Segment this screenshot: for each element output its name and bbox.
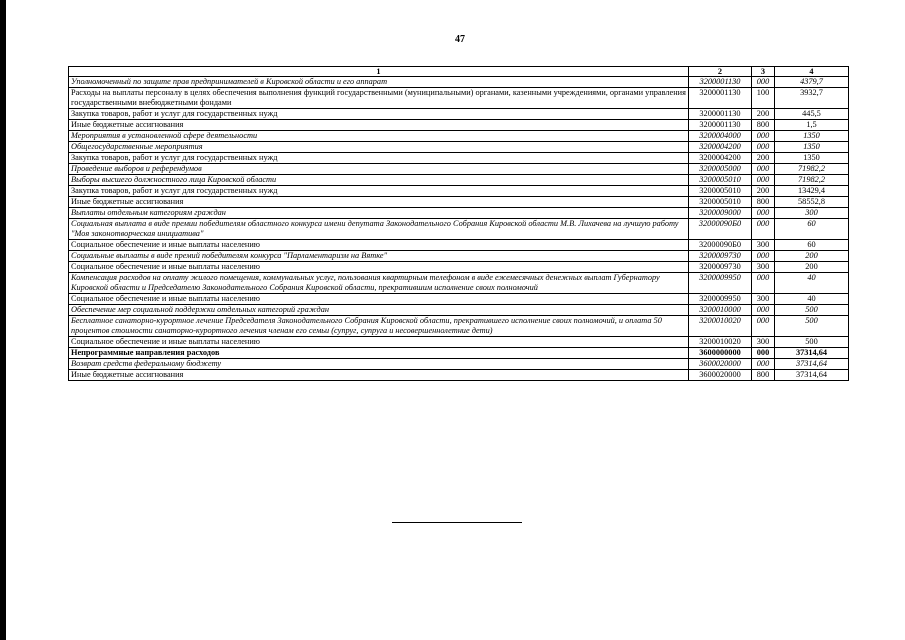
table-row bbox=[69, 251, 849, 262]
row-sum-cell: 200 bbox=[775, 251, 849, 262]
row-code-cell: 3200010020 bbox=[689, 337, 752, 348]
table-row bbox=[69, 273, 849, 294]
column-header-sum: 4 bbox=[775, 67, 849, 77]
row-name-cell: Закупка товаров, работ и услуг для государственных нужд bbox=[69, 153, 689, 164]
footer-rule bbox=[392, 522, 522, 523]
row-name-cell: Бесплатное санаторно-курортное лечение Председателя Законодательного Собрания Кировской области, прекратившего исполнение своих полномочий, и оплата 50 процентов стоимости санаторно-курортного лечения членам его семьи (супруг, супруга и несовершеннолетние дети) bbox=[69, 316, 689, 337]
row-name-cell: Мероприятия в установленной сфере деятельности bbox=[69, 131, 689, 142]
scan-edge-bar bbox=[0, 0, 6, 640]
row-type-cell: 000 bbox=[752, 77, 775, 88]
row-code-cell: 3200004200 bbox=[689, 142, 752, 153]
table-row bbox=[69, 219, 849, 240]
row-type-cell: 800 bbox=[752, 370, 775, 381]
row-code-cell: 3200010020 bbox=[689, 316, 752, 337]
row-type-cell: 300 bbox=[752, 262, 775, 273]
row-name-cell: Закупка товаров, работ и услуг для государственных нужд bbox=[69, 109, 689, 120]
row-code-cell: 3200005010 bbox=[689, 197, 752, 208]
row-type-cell: 300 bbox=[752, 294, 775, 305]
row-name-cell: Выплаты отдельным категориям граждан bbox=[69, 208, 689, 219]
row-code-cell: 32000090Б0 bbox=[689, 240, 752, 251]
row-type-cell: 000 bbox=[752, 348, 775, 359]
table-row bbox=[69, 359, 849, 370]
table-row bbox=[69, 197, 849, 208]
row-type-cell: 300 bbox=[752, 240, 775, 251]
page-number: 47 bbox=[455, 34, 465, 45]
row-name-cell: Выборы высшего должностного лица Кировской области bbox=[69, 175, 689, 186]
row-code-cell: 3200009000 bbox=[689, 208, 752, 219]
table-row bbox=[69, 337, 849, 348]
row-code-cell: 3600020000 bbox=[689, 359, 752, 370]
row-sum-cell: 58552,8 bbox=[775, 197, 849, 208]
row-name-cell: Иные бюджетные ассигнования bbox=[69, 370, 689, 381]
table-row bbox=[69, 175, 849, 186]
table-row bbox=[69, 262, 849, 273]
row-type-cell: 000 bbox=[752, 219, 775, 240]
row-sum-cell: 71982,2 bbox=[775, 175, 849, 186]
row-type-cell: 000 bbox=[752, 359, 775, 370]
row-code-cell: 3200005000 bbox=[689, 164, 752, 175]
row-sum-cell: 445,5 bbox=[775, 109, 849, 120]
row-code-cell: 3200009950 bbox=[689, 273, 752, 294]
row-type-cell: 000 bbox=[752, 251, 775, 262]
table-row bbox=[69, 240, 849, 251]
row-type-cell: 800 bbox=[752, 120, 775, 131]
row-type-cell: 000 bbox=[752, 175, 775, 186]
row-code-cell: 3200005010 bbox=[689, 175, 752, 186]
row-name-cell: Уполномоченный по защите прав предпринимателей в Кировской области и его аппарат bbox=[69, 77, 689, 88]
row-name-cell: Социальное обеспечение и иные выплаты населению bbox=[69, 240, 689, 251]
row-type-cell: 000 bbox=[752, 208, 775, 219]
row-name-cell: Социальное обеспечение и иные выплаты населению bbox=[69, 294, 689, 305]
row-code-cell: 3200004200 bbox=[689, 153, 752, 164]
row-sum-cell: 40 bbox=[775, 273, 849, 294]
row-code-cell: 3200009950 bbox=[689, 294, 752, 305]
row-type-cell: 200 bbox=[752, 153, 775, 164]
row-code-cell: 3200005010 bbox=[689, 186, 752, 197]
row-type-cell: 200 bbox=[752, 186, 775, 197]
row-code-cell: 3200010000 bbox=[689, 305, 752, 316]
row-type-cell: 100 bbox=[752, 88, 775, 109]
row-code-cell: 3200009730 bbox=[689, 262, 752, 273]
row-sum-cell: 1350 bbox=[775, 131, 849, 142]
row-name-cell: Социальная выплата в виде премии победителям областного конкурса имени депутата Законодательного Собрания Кировской области М.В. Лихачева на лучшую работу "Моя законотворческая инициатива" bbox=[69, 219, 689, 240]
row-sum-cell: 300 bbox=[775, 208, 849, 219]
table-row bbox=[69, 153, 849, 164]
row-name-cell: Обеспечение мер социальной поддержки отдельных категорий граждан bbox=[69, 305, 689, 316]
row-sum-cell: 37314,64 bbox=[775, 370, 849, 381]
row-code-cell: 3200001130 bbox=[689, 109, 752, 120]
row-code-cell: 3200009730 bbox=[689, 251, 752, 262]
budget-table bbox=[68, 66, 849, 381]
row-name-cell: Закупка товаров, работ и услуг для государственных нужд bbox=[69, 186, 689, 197]
row-sum-cell: 60 bbox=[775, 240, 849, 251]
table-row bbox=[69, 186, 849, 197]
row-sum-cell: 500 bbox=[775, 337, 849, 348]
column-header-type: 3 bbox=[752, 67, 775, 77]
row-sum-cell: 3932,7 bbox=[775, 88, 849, 109]
row-sum-cell: 500 bbox=[775, 305, 849, 316]
row-name-cell: Компенсация расходов на оплату жилого помещения, коммунальных услуг, пользования квартирным телефоном в виде ежемесячных денежных выплат Губернатору Кировской области и Председателю Законодательного Собрания Кировской области, прекратившим исполнение своих полномочий bbox=[69, 273, 689, 294]
row-type-cell: 200 bbox=[752, 109, 775, 120]
table-row bbox=[69, 120, 849, 131]
row-name-cell: Социальное обеспечение и иные выплаты населению bbox=[69, 337, 689, 348]
table-row bbox=[69, 88, 849, 109]
column-header-code: 2 bbox=[689, 67, 752, 77]
row-type-cell: 000 bbox=[752, 305, 775, 316]
row-sum-cell: 13429,4 bbox=[775, 186, 849, 197]
row-name-cell: Социальные выплаты в виде премий победителям конкурса "Парламентаризм на Вятке" bbox=[69, 251, 689, 262]
row-name-cell: Непрограммные направления расходов bbox=[69, 348, 689, 359]
row-code-cell: 32000090Б0 bbox=[689, 219, 752, 240]
row-code-cell: 3600000000 bbox=[689, 348, 752, 359]
row-sum-cell: 1350 bbox=[775, 153, 849, 164]
row-code-cell: 3200004000 bbox=[689, 131, 752, 142]
row-sum-cell: 71982,2 bbox=[775, 164, 849, 175]
row-sum-cell: 1,5 bbox=[775, 120, 849, 131]
column-header-name: 1 bbox=[69, 67, 689, 77]
table-row bbox=[69, 370, 849, 381]
row-type-cell: 000 bbox=[752, 164, 775, 175]
table-row bbox=[69, 294, 849, 305]
row-type-cell: 000 bbox=[752, 131, 775, 142]
row-sum-cell: 4379,7 bbox=[775, 77, 849, 88]
row-name-cell: Возврат средств федеральному бюджету bbox=[69, 359, 689, 370]
row-type-cell: 000 bbox=[752, 316, 775, 337]
row-type-cell: 800 bbox=[752, 197, 775, 208]
row-sum-cell: 37314,64 bbox=[775, 348, 849, 359]
row-sum-cell: 40 bbox=[775, 294, 849, 305]
table-row bbox=[69, 348, 849, 359]
row-name-cell: Социальное обеспечение и иные выплаты населению bbox=[69, 262, 689, 273]
table-row bbox=[69, 164, 849, 175]
row-type-cell: 000 bbox=[752, 273, 775, 294]
row-code-cell: 3200001130 bbox=[689, 88, 752, 109]
row-sum-cell: 37314,64 bbox=[775, 359, 849, 370]
row-name-cell: Проведение выборов и референдумов bbox=[69, 164, 689, 175]
table-row bbox=[69, 305, 849, 316]
row-name-cell: Иные бюджетные ассигнования bbox=[69, 120, 689, 131]
table-row bbox=[69, 131, 849, 142]
row-type-cell: 000 bbox=[752, 142, 775, 153]
table-header-row bbox=[69, 67, 849, 77]
row-sum-cell: 1350 bbox=[775, 142, 849, 153]
table-row bbox=[69, 208, 849, 219]
table-row bbox=[69, 142, 849, 153]
row-code-cell: 3200001130 bbox=[689, 77, 752, 88]
table-row bbox=[69, 316, 849, 337]
row-name-cell: Иные бюджетные ассигнования bbox=[69, 197, 689, 208]
row-name-cell: Расходы на выплаты персоналу в целях обеспечения выполнения функций государственными (муниципальными) органами, казенными учреждениями, органами управления государственными внебюджетными фондами bbox=[69, 88, 689, 109]
row-sum-cell: 500 bbox=[775, 316, 849, 337]
table-row bbox=[69, 109, 849, 120]
row-type-cell: 300 bbox=[752, 337, 775, 348]
row-sum-cell: 60 bbox=[775, 219, 849, 240]
row-code-cell: 3200001130 bbox=[689, 120, 752, 131]
row-name-cell: Общегосударственные мероприятия bbox=[69, 142, 689, 153]
row-sum-cell: 200 bbox=[775, 262, 849, 273]
table-row bbox=[69, 77, 849, 88]
row-code-cell: 3600020000 bbox=[689, 370, 752, 381]
